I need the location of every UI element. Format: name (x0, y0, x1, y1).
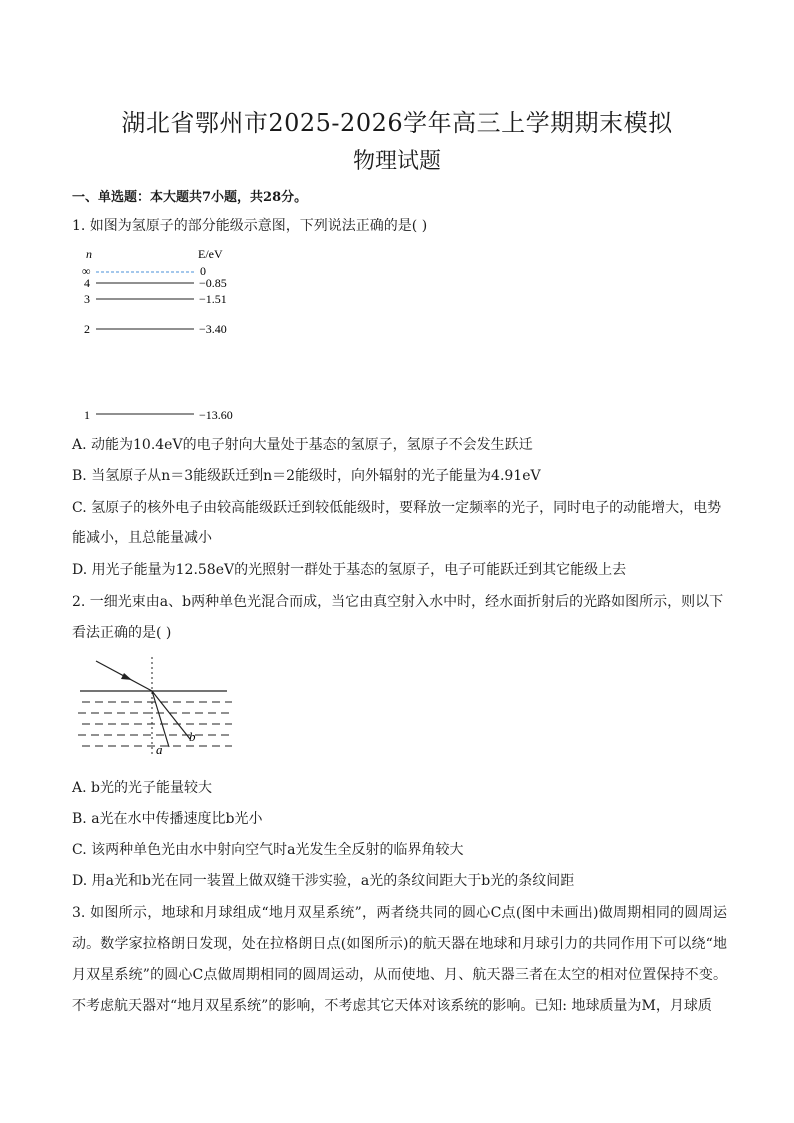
ray-a-label: a (156, 742, 163, 757)
level-n-4: 4 (84, 276, 90, 290)
q1-stem: 1. 如图为氢原子的部分能级示意图，下列说法正确的是( ) (72, 218, 428, 234)
page-title: 湖北省鄂州市2025-2026学年高三上学期期末模拟 (121, 109, 673, 137)
n-axis-label: n (86, 247, 92, 261)
ray-a (152, 691, 169, 747)
ray-b-label: b (189, 729, 196, 744)
q2-option-d: D. 用a光和b光在同一装置上做双缝干涉实验，a光的条纹间距大于b光的条纹间距 (72, 873, 575, 889)
level-energy-1: −13.60 (199, 408, 233, 422)
refraction-diagram (72, 655, 237, 760)
water-hatching (78, 702, 232, 746)
energy-axis-label: E/eV (198, 247, 223, 261)
q3-stem: 3. 如图所示，地球和月球组成“地月双星系统”，两者绕共同的圆心C点(图中未画出)做周期相同的圆周运动。数学家拉格朗日发现，处在拉格朗日点(如图所示)的航天器在地球和月球引力的共同作用下可以绕“地月双星系统”的圆心C点做周期相同的圆周运动，从而使地、月、航天器三者在太空的相对位置保持不变。不考虑航天器对“地月双星系统”的影响，不考虑其它天体对该系统的影响。已知: 地球质量为M，月球质 (72, 905, 727, 1014)
ray-b (152, 691, 190, 739)
level-n-inf: ∞ (82, 264, 91, 278)
q1-option-a: A. 动能为10.4eV的电子射向大量处于基态的氢原子，氢原子不会发生跃迁 (72, 437, 533, 453)
q2-option-c: C. 该两种单色光由水中射向空气时a光发生全反射的临界角较大 (72, 842, 464, 858)
q1-option-c-cont: 能减小，且总能量减小 (72, 530, 212, 546)
q2-option-b: B. a光在水中传播速度比b光小 (72, 811, 263, 827)
incident-arrow-icon (121, 673, 132, 680)
q1-option-d: D. 用光子能量为12.58eV的光照射一群处于基态的氢原子，电子可能跃迁到其它能级上去 (72, 562, 627, 578)
level-n-3: 3 (84, 292, 90, 306)
q1-option-c: C. 氢原子的核外电子由较高能级跃迁到较低能级时，要释放一定频率的光子，同时电子的动能增大，电势 (72, 500, 722, 516)
level-energy-2: −3.40 (199, 322, 227, 336)
q2-option-a: A. b光的光子能量较大 (72, 780, 212, 796)
level-energy-4: −0.85 (199, 276, 227, 290)
section-heading: 一、单选题：本大题共7小题，共28分。 (72, 190, 308, 205)
q2-stem: 2. 一细光束由a、b两种单色光混合而成，当它由真空射入水中时，经水面折射后的光路如图所示，则以下 (72, 594, 724, 610)
level-n-2: 2 (84, 322, 90, 336)
q2-stem-cont: 看法正确的是( ) (72, 625, 172, 641)
level-n-1: 1 (84, 408, 90, 422)
energy-level-diagram (72, 244, 272, 426)
page-subtitle: 物理试题 (352, 149, 441, 174)
q1-option-b: B. 当氢原子从n＝3能级跃迁到n＝2能级时，向外辐射的光子能量为4.91eV (72, 468, 541, 484)
level-energy-3: −1.51 (199, 292, 227, 306)
level-energy-inf: 0 (200, 264, 206, 278)
